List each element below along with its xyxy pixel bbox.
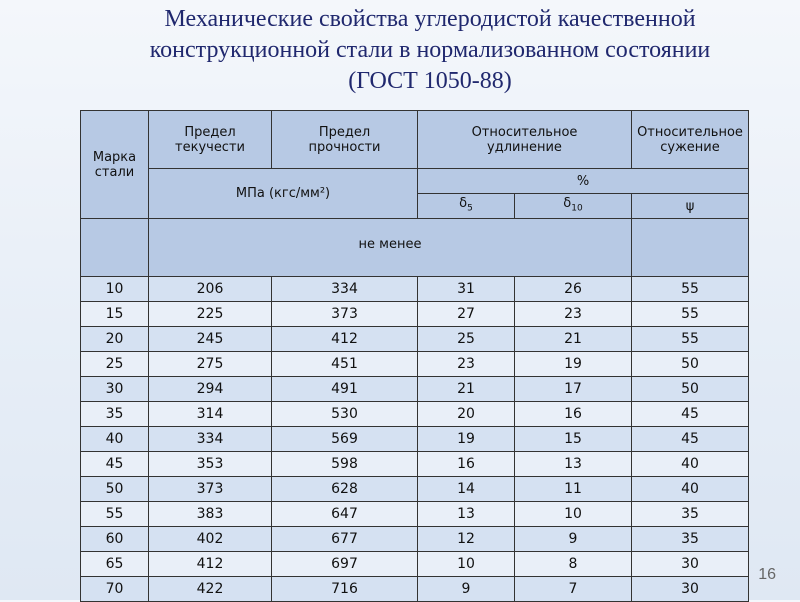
- table-row: [81, 302, 749, 327]
- table-row: [81, 527, 749, 552]
- table-cell: 373: [272, 302, 418, 327]
- table-cell: 70: [81, 577, 149, 602]
- table-cell: 314: [149, 402, 272, 427]
- table-cell: 35: [81, 402, 149, 427]
- table-cell: 7: [515, 577, 632, 602]
- table-cell: 383: [149, 502, 272, 527]
- table-row: [81, 577, 749, 602]
- elongation-header: Относительное удлинение: [418, 111, 632, 169]
- psi-header: ψ: [632, 194, 749, 219]
- table-row: [81, 327, 749, 352]
- table-cell: 55: [632, 277, 749, 302]
- table-cell: 334: [272, 277, 418, 302]
- title-line-1: Механические свойства углеродистой качественной: [164, 6, 696, 32]
- table-row: [81, 402, 749, 427]
- table-cell: 13: [515, 452, 632, 477]
- table-cell: 65: [81, 552, 149, 577]
- table-cell: 10: [515, 502, 632, 527]
- table-cell: 20: [81, 327, 149, 352]
- table-cell: 697: [272, 552, 418, 577]
- table-cell: 569: [272, 427, 418, 452]
- mechanical-properties-table: [80, 110, 749, 602]
- table-cell: 45: [81, 452, 149, 477]
- table-cell: 245: [149, 327, 272, 352]
- table-cell: 55: [81, 502, 149, 527]
- page-number: 16: [758, 566, 776, 583]
- table-cell: 9: [418, 577, 515, 602]
- table-cell: 15: [81, 302, 149, 327]
- table-cell: 15: [515, 427, 632, 452]
- table-cell: 55: [632, 302, 749, 327]
- table-cell: 19: [515, 352, 632, 377]
- table-cell: 598: [272, 452, 418, 477]
- table-row: [81, 427, 749, 452]
- table-cell: 25: [81, 352, 149, 377]
- table-cell: 30: [81, 377, 149, 402]
- table-cell: 50: [81, 477, 149, 502]
- table-body: [81, 277, 749, 602]
- table-cell: 451: [272, 352, 418, 377]
- table-cell: 14: [418, 477, 515, 502]
- table-cell: 25: [418, 327, 515, 352]
- table-cell: 206: [149, 277, 272, 302]
- table-cell: 294: [149, 377, 272, 402]
- table-cell: 35: [632, 527, 749, 552]
- percent-unit-header: %: [418, 169, 749, 194]
- table-cell: 8: [515, 552, 632, 577]
- table-cell: 30: [632, 552, 749, 577]
- table-cell: 530: [272, 402, 418, 427]
- table-cell: 45: [632, 427, 749, 452]
- table-cell: 334: [149, 427, 272, 452]
- table-cell: 353: [149, 452, 272, 477]
- table-cell: 628: [272, 477, 418, 502]
- table-cell: 10: [418, 552, 515, 577]
- grade-header: Марка стали: [81, 111, 149, 219]
- table-cell: 19: [418, 427, 515, 452]
- table-cell: 11: [515, 477, 632, 502]
- title-line-3: (ГОСТ 1050-88): [348, 68, 512, 94]
- table-cell: 17: [515, 377, 632, 402]
- table-cell: 21: [515, 327, 632, 352]
- table-cell: 26: [515, 277, 632, 302]
- table-cell: 20: [418, 402, 515, 427]
- table-cell: 55: [632, 327, 749, 352]
- contraction-header: Относительное сужение: [632, 111, 749, 169]
- table-cell: 50: [632, 352, 749, 377]
- table-cell: 12: [418, 527, 515, 552]
- table-cell: 60: [81, 527, 149, 552]
- table-cell: 491: [272, 377, 418, 402]
- table-cell: 13: [418, 502, 515, 527]
- table-cell: 373: [149, 477, 272, 502]
- table-cell: 40: [632, 452, 749, 477]
- table-cell: 716: [272, 577, 418, 602]
- yield-strength-header: Предел текучести: [149, 111, 272, 169]
- delta5-header: $\delta_5$: [418, 194, 515, 219]
- table-row: [81, 477, 749, 502]
- table-cell: 275: [149, 352, 272, 377]
- table-cell: 50: [632, 377, 749, 402]
- table-cell: 412: [272, 327, 418, 352]
- table-row: [81, 502, 749, 527]
- table-cell: 16: [418, 452, 515, 477]
- table-row: [81, 452, 749, 477]
- table-cell: 422: [149, 577, 272, 602]
- table-cell: 35: [632, 502, 749, 527]
- table-cell: 27: [418, 302, 515, 327]
- table-cell: 647: [272, 502, 418, 527]
- delta10-header: $\delta_{10}$: [515, 194, 632, 219]
- stress-unit-header: МПа (кгс/мм²): [149, 169, 418, 219]
- table-cell: 21: [418, 377, 515, 402]
- slide-title: [100, 4, 760, 97]
- table-cell: 31: [418, 277, 515, 302]
- table-cell: 16: [515, 402, 632, 427]
- table-cell: 677: [272, 527, 418, 552]
- table-row: [81, 552, 749, 577]
- table-row: [81, 277, 749, 302]
- min-note: не менее: [149, 219, 632, 277]
- table-cell: 23: [418, 352, 515, 377]
- title-line-2: конструкционной стали в нормализованном состоянии: [149, 37, 711, 63]
- table-cell: 45: [632, 402, 749, 427]
- table-cell: 10: [81, 277, 149, 302]
- tensile-strength-header: Предел прочности: [272, 111, 418, 169]
- table-cell: 40: [81, 427, 149, 452]
- table-cell: 30: [632, 577, 749, 602]
- table-row: [81, 352, 749, 377]
- table-cell: 23: [515, 302, 632, 327]
- table-cell: 402: [149, 527, 272, 552]
- table-cell: 225: [149, 302, 272, 327]
- table-cell: 40: [632, 477, 749, 502]
- table-row: [81, 377, 749, 402]
- table-cell: 9: [515, 527, 632, 552]
- table-cell: 412: [149, 552, 272, 577]
